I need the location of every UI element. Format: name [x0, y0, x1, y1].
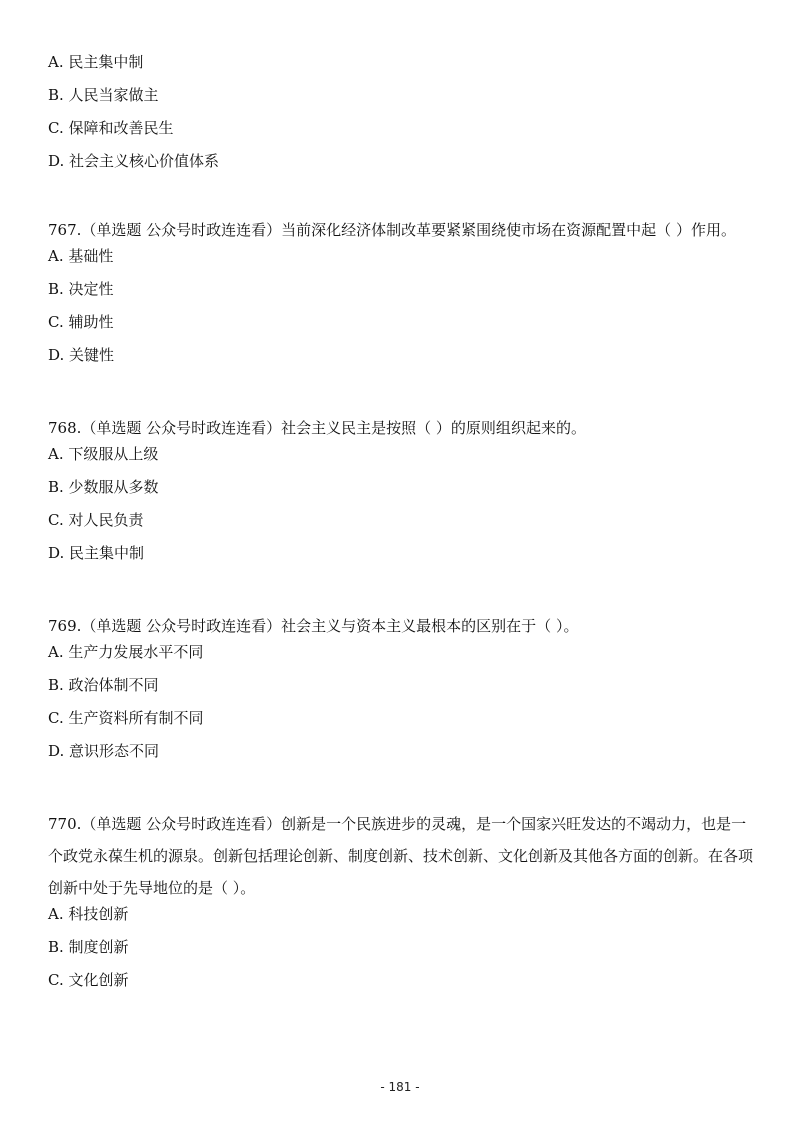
question-767	[48, 214, 760, 378]
page-number: - 181 -	[380, 1080, 420, 1094]
option-d: D. 民主集中制	[48, 544, 145, 562]
option-a: A. 生产力发展水平不同	[48, 643, 204, 661]
option-d: D. 关键性	[48, 346, 115, 364]
option-b: B. 人民当家做主	[48, 86, 159, 104]
option-b: B. 政治体制不同	[48, 676, 159, 694]
document-page	[48, 52, 760, 1003]
question-text: 770.（单选题 公众号时政连连看）创新是一个民族进步的灵魂，是一个国家兴旺发达的不竭动力，也是一个政党永葆生机的源泉。创新包括理论创新、制度创新、技术创新、文化创新及其他各方面的创新。在各项创新中处于先导地位的是（ ）。	[48, 815, 754, 897]
option-a: A. 下级服从上级	[48, 445, 159, 463]
option-c: C. 文化创新	[48, 971, 129, 989]
prev-question-options	[48, 52, 760, 184]
option-c: C. 辅助性	[48, 313, 114, 331]
option-b: B. 制度创新	[48, 938, 129, 956]
option-b: B. 少数服从多数	[48, 478, 159, 496]
question-769	[48, 610, 760, 774]
question-text: 767.（单选题 公众号时政连连看）当前深化经济体制改革要紧紧围绕使市场在资源配置中起（ ）作用。	[48, 221, 736, 239]
option-a: A. 民主集中制	[48, 53, 144, 71]
option-b: B. 决定性	[48, 280, 114, 298]
option-c: C. 保障和改善民生	[48, 119, 174, 137]
question-text: 769.（单选题 公众号时政连连看）社会主义与资本主义最根本的区别在于（ ）。	[48, 617, 579, 635]
question-770	[48, 808, 760, 1003]
option-a: A. 科技创新	[48, 905, 129, 923]
option-d: D. 意识形态不同	[48, 742, 160, 760]
option-d: D. 社会主义核心价值体系	[48, 152, 220, 170]
option-a: A. 基础性	[48, 247, 114, 265]
option-c: C. 生产资料所有制不同	[48, 709, 204, 727]
question-768	[48, 412, 760, 576]
option-c: C. 对人民负责	[48, 511, 144, 529]
question-text: 768.（单选题 公众号时政连连看）社会主义民主是按照（ ）的原则组织起来的。	[48, 419, 586, 437]
